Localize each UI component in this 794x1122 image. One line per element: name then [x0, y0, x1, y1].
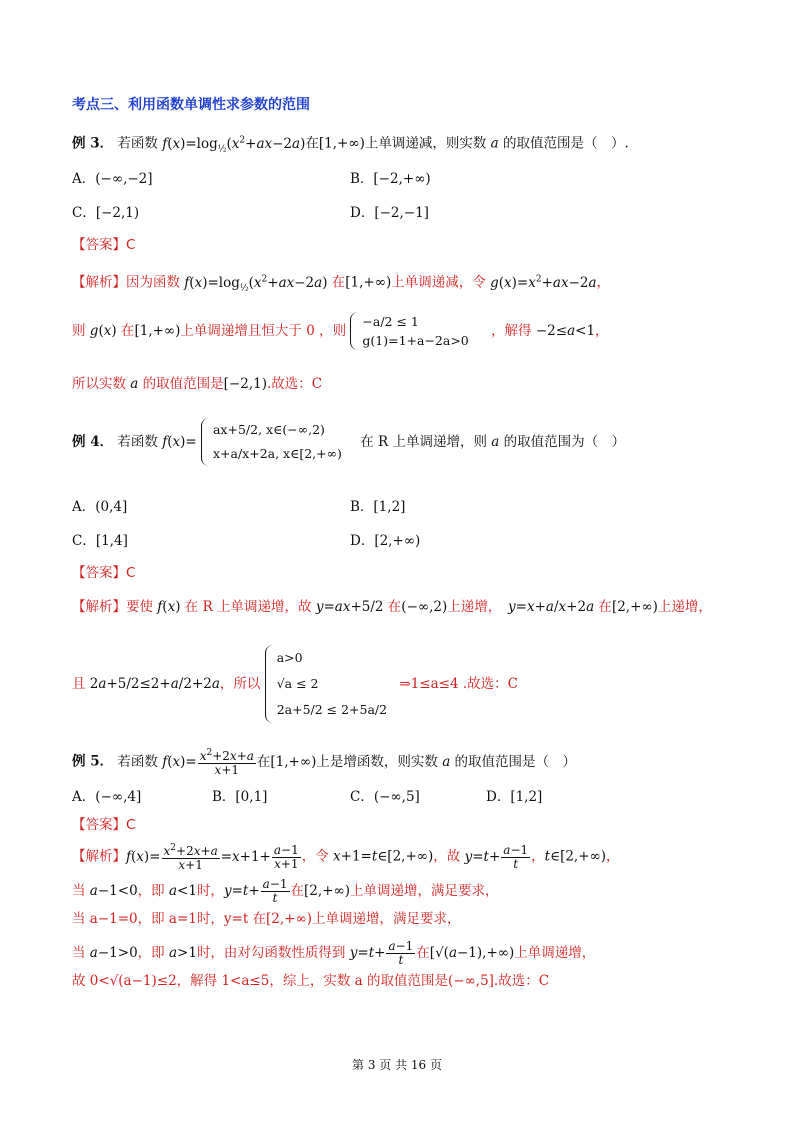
ex5-answer: 【答案】C [72, 817, 136, 833]
ex3-analysis-tag: 【解析】 [72, 274, 126, 291]
ex3-answer: 【答案】C [72, 237, 136, 253]
ex4-analysis-line1: 【解析】要使 f(x) 在 R 上单调递增，故 y=ax+5/2 在(−∞,2)上递增， y=x+a/x+2a 在[2,+∞)上递增， [72, 599, 712, 615]
ex5-option-b: B．[0,1] [212, 789, 268, 805]
ex5-label: 例 5． [72, 753, 114, 770]
ex3-analysis-line2: 则 g(x) 在[1,+∞)上单调递增且恒大于 0 ，则 −a/2 ≤ 1 g(1)=1+a−2a>0 ，解得 −2≤a<1， [72, 314, 609, 348]
ex4-system-row3: 2a+5/2 ≤ 2+5a/2 [276, 702, 388, 717]
ex3-label: 例 3． [72, 135, 114, 152]
ex3-question [72, 131, 629, 158]
ex5-analysis-line4: 当 a−1>0，即 a>1时，由对勾函数性质得到 y=t+ $\frac{a-1}{t}$ 在[√(a−1),+∞)上单调递增， [72, 939, 596, 967]
ex3-option-d: D．[−2,−1] [350, 205, 429, 221]
page-footer: 第 3 页 共 16 页 [352, 1058, 442, 1072]
ex4-label: 例 4． [72, 434, 114, 450]
ex4-piece1: ax+5/2, x∈(−∞,2) [212, 422, 325, 437]
ex3-option-b: B．[−2,+∞) [350, 171, 431, 187]
ex4-piecewise [201, 418, 342, 466]
ex4-answer: 【答案】C [72, 565, 136, 581]
ex4-option-c: C．[1,4] [72, 533, 128, 549]
ex5-question: 例 5． 若函数 f(x)= $\frac{x^2+2x+a}{x+1}$ 在[1,+∞)上是增函数，则实数 a 的取值范围是（ ） [72, 748, 577, 777]
ex4-analysis-line2: 且 2a+5/2≤2+a/2+2a，所以 a>0 √a ≤ 2 2a+5/2 ≤ 2+5a/2 ⇒1≤a≤4 .故选：C [72, 645, 518, 723]
ex4-option-d: D．[2,+∞) [350, 533, 421, 549]
ex4-system-row2: √a ≤ 2 [276, 676, 319, 691]
ex5-option-a: A．(−∞,4] [72, 789, 142, 805]
ex3-analysis-line3: 所以实数 a 的取值范围是[−2,1).故选：C [72, 376, 323, 392]
ex5-analysis-line2: 当 a−1<0，即 a<1时，y=t+ $\frac{a-1}{t}$ 在[2,+∞)上单调递增，满足要求， [72, 877, 499, 905]
ex5-option-d: D．[1,2] [486, 789, 543, 805]
ex3-system-row2: g(1)=1+a−2a>0 [362, 333, 469, 348]
ex4-option-b: B．[1,2] [350, 499, 406, 515]
ex3-system-row1: −a/2 ≤ 1 [362, 314, 419, 329]
ex5-analysis-line5: 故 0<√(a−1)≤2，解得 1<a≤5，综上，实数 a 的取值范围是(−∞,5].故选：C [72, 973, 550, 989]
ex4-question: 例 4． 若函数 f(x)= ax+5/2, x∈(−∞,2) x+a/x+2a, x∈[2,+∞) 在 R 上单调递增，则 a 的取值范围为（ ） [72, 418, 625, 466]
ex3-option-c: C．[−2,1) [72, 205, 140, 221]
ex3-inequality-system [350, 312, 468, 350]
ex5-option-c: C．(−∞,5] [350, 789, 420, 805]
ex3-question-text: 若函数 $f(x)=\log_{\frac{1}{2}}(x^2+ax-2a)$在[1,+∞)上单调递减，则实数 a 的取值范围是（ ）. [117, 135, 629, 155]
ex3-option-a: A．(−∞,−2] [72, 171, 153, 187]
ex5-analysis-line1: 【解析】f(x)= $\frac{x^2+2x+a}{x+1}$ =x+1+ $\frac{a-1}{x+1}$ ，令 x+1=t∈[2,+∞)，故 y=t+ $\frac{a-1}{t}$ ，t∈[2,+∞)， [72, 842, 620, 872]
ex5-analysis-line3: 当 a−1=0，即 a=1时，y=t 在[2,+∞)上单调递增，满足要求， [72, 911, 461, 927]
ex4-system-row1: a>0 [276, 650, 303, 665]
ex4-option-a: A．(0,4] [72, 499, 128, 515]
ex4-conclusion: ⇒1≤a≤4 .故选：C [399, 676, 518, 692]
ex4-inequality-system [265, 645, 387, 723]
ex3-analysis-line1: 【解析】因为函数 $f(x)=\log_{\frac{1}{2}}(x^2+ax-2a)$ 在[1,+∞)上单调递减，令 $g(x)=x^2+ax-2a$， [72, 274, 611, 294]
section-title: 考点三、利用函数单调性求参数的范围 [72, 97, 310, 113]
ex4-piece2: x+a/x+2a, x∈[2,+∞) [212, 446, 342, 461]
